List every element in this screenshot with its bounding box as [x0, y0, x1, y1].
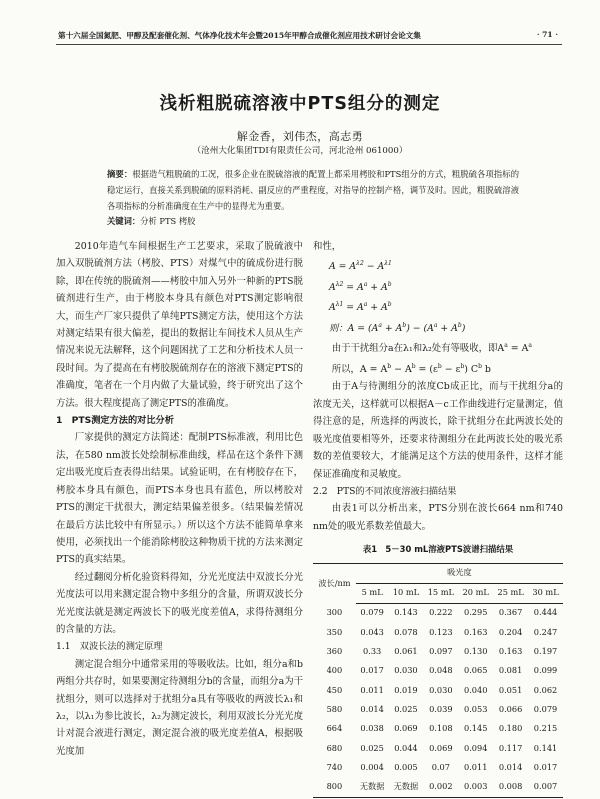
paper-authors: 解金香，刘伟杰，高志勇	[236, 130, 364, 143]
absorbance-cell: 0.030	[429, 684, 453, 695]
absorbance-cell: 0.014	[498, 761, 523, 772]
abstract-label: 摘要：	[107, 169, 133, 179]
column-header: 20 mL	[458, 583, 493, 603]
absorbance-cell: 0.078	[394, 626, 418, 637]
absorbance-cell: 0.069	[429, 742, 453, 753]
wavelength-cell: 350	[326, 626, 343, 637]
left-column	[56, 238, 303, 760]
table-row	[313, 623, 563, 642]
column-header: 15 mL	[423, 583, 458, 603]
section1-heading: 1 PTS测定方法的对比分析	[56, 415, 174, 427]
equation-5: 所以，$A = A^b - A^b = (\varepsilon^b - \varepsilon^b)$ $C^b$ b	[331, 362, 491, 376]
absorbance-cell: 0.108	[429, 723, 453, 734]
column-header: 25 mL	[493, 583, 528, 603]
paper-title: 浅析粗脱硫溶液中PTS组分的测定	[159, 94, 441, 114]
absorbance-cell: 0.014	[360, 703, 384, 714]
absorbance-cell: 0.180	[498, 723, 523, 734]
paper-affiliation: （沧州大化集团TDI有限责任公司，河北沧州 061000）	[192, 146, 408, 156]
intro-paragraph: 2010年造气车间根据生产工艺要求，采取了脱硫液中加入双脱硫剂方法（栲胶、PTS）对煤气中的硫成份进行脱除，即在传统的脱硫剂——栲胶中加入另外一种新的PTS脱硫剂进行生产，由于栲胶本身具有颜色对PTS测定影响很大，而生产厂家只提供了单纯PTS测定方法，使用这个方法对测定结果有很大偏差，提出的数据让车间技术人员从生产情况来说无法解释，这个问题困扰了工艺和分析技术人员一段时间。为了提高在有栲胶脱硫剂存在的溶液下测定PTS的准确度，笔者在一个月内做了大量试验，终于研究出了这个方法。很大程度提高了测定PTS的准确度。	[56, 241, 303, 409]
absorbance-cell: 0.005	[394, 761, 418, 772]
keywords-text: 分析 PTS 栲胶	[140, 216, 196, 226]
wavelength-cell: 800	[313, 777, 356, 797]
right-lead-text: 和性，	[313, 241, 342, 252]
absorbance-cell: 0.130	[463, 646, 488, 657]
absorbance-cell: 0.222	[429, 607, 453, 618]
absorbance-cell: 无数据	[356, 777, 389, 797]
absorbance-cell: 0.043	[360, 626, 384, 637]
absorbance-cell: 0.066	[498, 703, 523, 714]
absorbance-cell: 0.003	[458, 777, 493, 797]
wavelength-cell: 450	[326, 684, 343, 695]
wavelength-header: 波长/nm	[313, 563, 356, 603]
section1-1-paragraph: 测定混合组分中通常采用的等吸收法。比如，组分a和b两组分共存时，如果要测定待测组分b的含量，而组分a为干扰组分，则可以选择对于扰组分a具有等吸收的两波长λ₁和λ₂，以λ₁为参比波长，λ₂为测定波长，利用双波长分光光度计对混合液进行测定，测定混合液的吸光度差值A，根据吸光度加	[56, 658, 303, 757]
absorbance-cell: 0.079	[533, 703, 558, 714]
absorbance-cell: 0.141	[533, 742, 558, 753]
absorbance-cell: 0.011	[463, 761, 488, 772]
section2-2-heading: 2.2 PTS的不同浓度溶液扫描结果	[313, 485, 457, 497]
absorbance-group-header: 吸光度	[356, 563, 563, 583]
wavelength-cell: 580	[326, 703, 343, 714]
equation-1: $A = A^{\lambda 2} - A^{\lambda 1}$	[329, 260, 392, 273]
absorbance-cell: 0.094	[463, 742, 488, 753]
equation-2: $A^{\lambda 2} = A^a + A^b$	[329, 280, 392, 293]
absorbance-cell: 0.011	[360, 684, 384, 695]
absorbance-cell: 0.008	[493, 777, 528, 797]
right-column	[313, 238, 563, 798]
absorbance-cell: 0.061	[394, 646, 418, 657]
wavelength-cell: 300	[326, 607, 343, 618]
keywords-label: 关键词：	[107, 216, 141, 226]
absorbance-cell: 0.143	[394, 607, 418, 618]
table-row	[313, 777, 563, 797]
column-header: 5 mL	[356, 583, 389, 603]
section1-1-heading: 1.1 双波长法的测定原理	[56, 641, 163, 653]
absorbance-cell: 0.097	[429, 646, 453, 657]
absorbance-table	[313, 563, 563, 798]
table-row	[313, 603, 563, 623]
absorbance-cell: 0.079	[360, 607, 384, 618]
absorbance-cell: 0.062	[533, 684, 558, 695]
absorbance-cell: 0.039	[429, 703, 453, 714]
conference-title: 第十六届全国氮肥、甲醇及配套催化剂、气体净化技术年会暨2015年甲醇合成催化剂应用技术研讨会论文集	[58, 31, 421, 40]
page-number: · 71 ·	[536, 30, 558, 39]
equation-4: 则：$A = (A^a + A^b) - (A^a + A^b)$	[329, 321, 466, 334]
absorbance-cell: 0.004	[360, 761, 384, 772]
absorbance-cell: 0.204	[498, 626, 523, 637]
absorbance-cell: 0.163	[498, 646, 523, 657]
table-row	[313, 739, 563, 758]
table-row	[313, 719, 563, 738]
linear-relation-paragraph: 由于A与待测组分的浓度Cb成正比，而与干扰组分a的浓度无关，这样就可以根据A－c工作曲线进行定量测定，值得注意的是，所选择的两波长，除干扰组分在此两波长处的吸光度值要相等外，还要求待测组分在此两波长处的吸光系数的差值要较大，才能满足这个方法的使用条件，这样才能保证准确度和灵敏度。	[313, 381, 563, 480]
absorbance-cell: 0.053	[463, 703, 488, 714]
running-header	[58, 30, 558, 41]
absorbance-cell: 无数据	[388, 777, 423, 797]
header-divider	[56, 44, 562, 45]
equation-3: $A^{\lambda 1} = A^a + A^b$	[329, 301, 392, 314]
absorbance-cell: 0.017	[360, 665, 384, 676]
keywords	[107, 215, 519, 227]
absorbance-cell: 0.030	[394, 665, 418, 676]
absorbance-cell: 0.215	[533, 723, 558, 734]
absorbance-cell: 0.247	[533, 626, 558, 637]
section1-paragraph: 厂家提供的测定方法简述：配制PTS标准液，利用比色法，在580 nm波长处绘制标准曲线，样品在这个条件下测定出吸光度后查表得出结果。试验证明，在有栲胶存在下，栲胶本身具有颜色，而PTS本身也具有蓝色，所以栲胶对PTS的测定干扰很大，测定结果偏差很多。（结果偏差情况在最后方法比较中有所显示。）所以这个方法不能简单拿来使用，必须找出一个能消除栲胶这种物质干扰的方法来测定PTS的真实结果。	[56, 432, 303, 566]
equal-absorption-text: 由于干扰组分a在λ₁和λ₂处有等吸收，即$A^a = A^a$	[331, 342, 532, 355]
absorbance-cell: 0.081	[498, 665, 523, 676]
method-paragraph: 经过翻阅分析化验资料得知，分光光度法中双波长分光光度法可以用来测定混合物中多组分的含量，所谓双波长分光光度法就是测定两波长下的吸光度差值A，求得待测组分的含量的方法。	[56, 571, 303, 635]
wavelength-cell: 740	[326, 761, 343, 772]
absorbance-cell: 0.048	[429, 665, 453, 676]
absorbance-cell: 0.040	[463, 684, 488, 695]
table-row	[313, 758, 563, 777]
table-row	[313, 661, 563, 680]
absorbance-cell: 0.051	[498, 684, 523, 695]
table-row	[313, 642, 563, 661]
wavelength-cell: 664	[326, 723, 343, 734]
absorbance-cell: 0.117	[498, 742, 523, 753]
table-row	[313, 681, 563, 700]
absorbance-cell: 0.017	[533, 761, 558, 772]
column-header: 10 mL	[388, 583, 423, 603]
absorbance-cell: 0.069	[394, 723, 418, 734]
absorbance-cell: 0.025	[360, 742, 384, 753]
absorbance-cell: 0.002	[423, 777, 458, 797]
absorbance-cell: 0.123	[429, 626, 453, 637]
wavelength-cell: 360	[326, 646, 343, 657]
absorbance-cell: 0.33	[363, 646, 382, 657]
absorbance-cell: 0.025	[394, 703, 418, 714]
column-header: 30 mL	[528, 583, 563, 603]
abstract	[107, 166, 519, 214]
absorbance-cell: 0.163	[463, 626, 488, 637]
absorbance-cell: 0.07	[431, 761, 450, 772]
absorbance-cell: 0.007	[528, 777, 563, 797]
absorbance-cell: 0.019	[394, 684, 418, 695]
section2-2-paragraph: 由表1可以分析出来，PTS分别在波长664 nm和740 nm处的吸光系数差值最大。	[313, 503, 563, 532]
table-row	[313, 700, 563, 719]
wavelength-cell: 680	[326, 742, 343, 753]
absorbance-cell: 0.099	[533, 665, 558, 676]
absorbance-cell: 0.295	[463, 607, 488, 618]
absorbance-cell: 0.197	[533, 646, 558, 657]
absorbance-cell: 0.367	[498, 607, 523, 618]
absorbance-cell: 0.444	[533, 607, 558, 618]
table-caption: 表1 5－30 mL溶液PTS波谱扫描结果	[362, 544, 514, 555]
absorbance-cell: 0.044	[394, 742, 418, 753]
wavelength-cell: 400	[326, 665, 343, 676]
absorbance-cell: 0.145	[463, 723, 488, 734]
absorbance-cell: 0.038	[360, 723, 384, 734]
abstract-text: 根据造气粗脱硫的工况，很多企业在脱硫溶液的配置上都采用栲胶和PTS组分的方式，粗脱硫各项指标的稳定运行，直接关系到脱硫的原料消耗、副反应的严重程度，对指导的控制产格，调节及时。因此，粗脱硫溶液各项指标的分析准确度在生产中的显得尤为重要。	[107, 169, 519, 211]
absorbance-cell: 0.065	[463, 665, 488, 676]
